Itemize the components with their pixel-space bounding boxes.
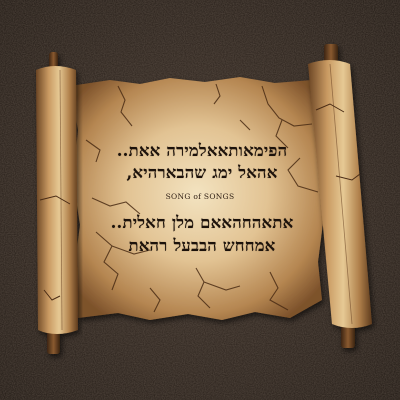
left-scroll-roll — [36, 52, 78, 354]
scroll-text-line-4: אמחחש הבבעל רהאת — [128, 236, 276, 255]
scroll-text-line-1: הפימאותאאלמירה אאת.. — [116, 141, 288, 160]
scroll-text-line-3: אתאהחהאאם מלן חאלית.. — [110, 213, 294, 232]
song-of-songs-caption: SONG of SONGS — [165, 192, 235, 201]
scroll-text-line-2: אהאל ימג שהבארהיא, — [126, 163, 278, 182]
